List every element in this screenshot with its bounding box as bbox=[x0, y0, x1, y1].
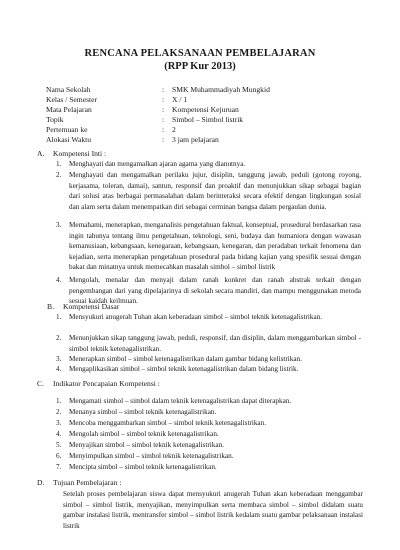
list-item bbox=[56, 333, 361, 354]
info-colon: : bbox=[162, 125, 165, 134]
section-letter: C. bbox=[37, 379, 44, 388]
list-item bbox=[56, 312, 361, 323]
item-number: 1. bbox=[56, 160, 62, 168]
info-value: SMK Muhammadiyah Mungkid bbox=[172, 85, 270, 94]
info-row-time bbox=[46, 135, 376, 145]
list-item bbox=[56, 440, 361, 451]
info-colon: : bbox=[162, 135, 165, 144]
item-number: 3. bbox=[56, 221, 62, 229]
learning-objective-paragraph: Setelah proses pembelajaran siswa dapat mensyukuri anugerah Tuhan akan keberadaan menggambar simbol – simbol listrik, menyajikan, menyimpulkan serta membaca simbol – simbol didalam suatu gambar instalasi listrik, mentransfer simbol – simbol listrik kedalam suatu gambar pelaksanaan instalasi listrik bbox=[63, 490, 363, 530]
info-value: Kompetensi Kejuruan bbox=[172, 105, 239, 114]
info-label: Alokasi Waktu bbox=[46, 135, 92, 144]
info-colon: : bbox=[162, 105, 165, 114]
list-item bbox=[56, 407, 361, 418]
section-title: Kompetensi Dasar bbox=[63, 302, 120, 311]
list-item bbox=[56, 354, 361, 365]
item-number: 6. bbox=[56, 452, 62, 460]
item-text: Menerapkan simbol – simbol ketenagalistrikan dalam gambar bidang kelistrikan. bbox=[69, 355, 302, 363]
info-row-school bbox=[46, 85, 376, 95]
section-title: Kompetensi Inti : bbox=[53, 149, 107, 158]
item-text: Mencoba menggambarkan simbol – simbol teknik ketenagalistrikan. bbox=[69, 419, 267, 427]
info-label: Kelas / Semester bbox=[46, 95, 98, 104]
list-item bbox=[56, 462, 361, 473]
section-title: Tujuan Pembelajaran : bbox=[53, 478, 122, 487]
section-letter: B. bbox=[47, 302, 54, 311]
info-label: Topik bbox=[46, 115, 64, 124]
info-value: 2 bbox=[172, 125, 176, 134]
item-text: Menyimpulkan simbol – simbol teknik ketenagalistrikan. bbox=[69, 452, 234, 460]
item-number: 4. bbox=[56, 430, 62, 438]
info-colon: : bbox=[162, 85, 165, 94]
item-text: Menghayati dan mengamalkan perilaku jujur, disiplin, tanggung jawab, peduli (gotong royong, kerjasama, toleran, damai), santun, responsif dan proaktif dan menunjukkan sikap sebagai bagian dari solusi atas berbagai permasalahan dalam berinteraksi secara efektif dengan lingkungan sosial dan alam serta dalam menempatkan diri sebagai cerminan bangsa dalam pergaulan dunia. bbox=[69, 171, 361, 211]
info-label: Pertemuan ke bbox=[46, 125, 88, 134]
item-number: 4. bbox=[56, 276, 62, 284]
item-number: 3. bbox=[56, 355, 62, 363]
item-text: Menghayati dan mengamalkan ajaran agama yang dianutnya. bbox=[69, 160, 246, 168]
list-item bbox=[56, 364, 361, 375]
item-number: 4. bbox=[56, 365, 62, 373]
info-label: Nama Sekolah bbox=[46, 85, 91, 94]
item-number: 2. bbox=[56, 171, 62, 179]
info-row-subject bbox=[46, 105, 376, 115]
list-item bbox=[56, 451, 361, 462]
item-number: 7. bbox=[56, 463, 62, 471]
info-value: Simbol – Simbol listrik bbox=[172, 115, 244, 124]
item-number: 2. bbox=[56, 334, 62, 342]
item-text: Mensyukuri anugerah Tuhan akan keberadaan simbol – simbol teknik ketenagalistrikan. bbox=[69, 313, 323, 321]
document-subtitle: (RPP Kur 2013) bbox=[164, 61, 236, 72]
item-text: Mengaplikasikan simbol – simbol teknik ketenagalistrikan dalam bidang listrik. bbox=[69, 365, 299, 373]
info-row-class bbox=[46, 95, 376, 105]
item-text: Menyajikan simbol – simbol teknik ketenagalistrikan. bbox=[69, 441, 224, 449]
info-row-meeting bbox=[46, 125, 376, 135]
item-text: Mengolah, menalar dan menyaji dalam ranah konkret dan ranah abstrak terkait dengan pengembangan dari yang dipelajarinya di sekolah secara mandiri, dan mampu menggunakan metoda sesuai kaidah keilmuan. bbox=[69, 276, 361, 305]
item-text: Menunjukkan sikap tanggung jawab, peduli, responsif, dan disiplin, dalam menggambarkan simbol - simbol teknik ketenagalistrikan. bbox=[69, 334, 361, 353]
item-text: Mengolah simbol – simbol teknik ketenagalistrikan. bbox=[69, 430, 219, 438]
section-letter: D. bbox=[37, 478, 45, 487]
info-value: X / 1 bbox=[172, 95, 188, 104]
document-title: RENCANA PELAKSANAAN PEMBELAJARAN bbox=[84, 48, 316, 59]
info-colon: : bbox=[162, 95, 165, 104]
list-item bbox=[56, 396, 361, 407]
item-text: Menanya simbol – simbol teknik ketenagalistrikan. bbox=[69, 408, 217, 416]
item-number: 5. bbox=[56, 441, 62, 449]
info-value: 3 jam pelajaran bbox=[172, 135, 219, 144]
item-number: 3. bbox=[56, 419, 62, 427]
info-label: Mata Pelajaran bbox=[46, 105, 92, 114]
list-item bbox=[56, 159, 361, 170]
item-number: 1. bbox=[56, 313, 62, 321]
item-number: 1. bbox=[56, 397, 62, 405]
section-title: Indikator Pencapaian Kompetensi : bbox=[53, 379, 160, 388]
item-text: Memahami, menerapkan, menganalisis pengetahuan faktual, konseptual, prosedural berdasarkan rasa ingin tahunya tentang ilmu pengetahuan, teknologi, seni, budaya dan humaniora dengan wawasan kemanusiaan, kebangsaan, kenegaraan, kebangsaan, kenegaran, dan peradaban terkait fenomena dan kejadian, serta menerapkan pengetahuan prosedural pada bidang kajian yang spesifik sesuai dengan bakat dan minatnya untuk memecahkan masalah simbol – simbol listrik bbox=[69, 221, 361, 271]
list-item bbox=[56, 429, 361, 440]
list-item bbox=[56, 418, 361, 429]
item-text: Mencipta simbol – simbol teknik ketenagalistrikan. bbox=[69, 463, 217, 471]
item-number: 2. bbox=[56, 408, 62, 416]
list-item bbox=[56, 220, 361, 273]
info-row-topic bbox=[46, 115, 376, 125]
list-item bbox=[56, 170, 361, 212]
item-text: Mengamati simbol – simbol dalam teknik ketenagalistrikan dapat diterapkan. bbox=[69, 397, 292, 405]
info-colon: : bbox=[162, 115, 165, 124]
section-letter: A. bbox=[37, 149, 45, 158]
